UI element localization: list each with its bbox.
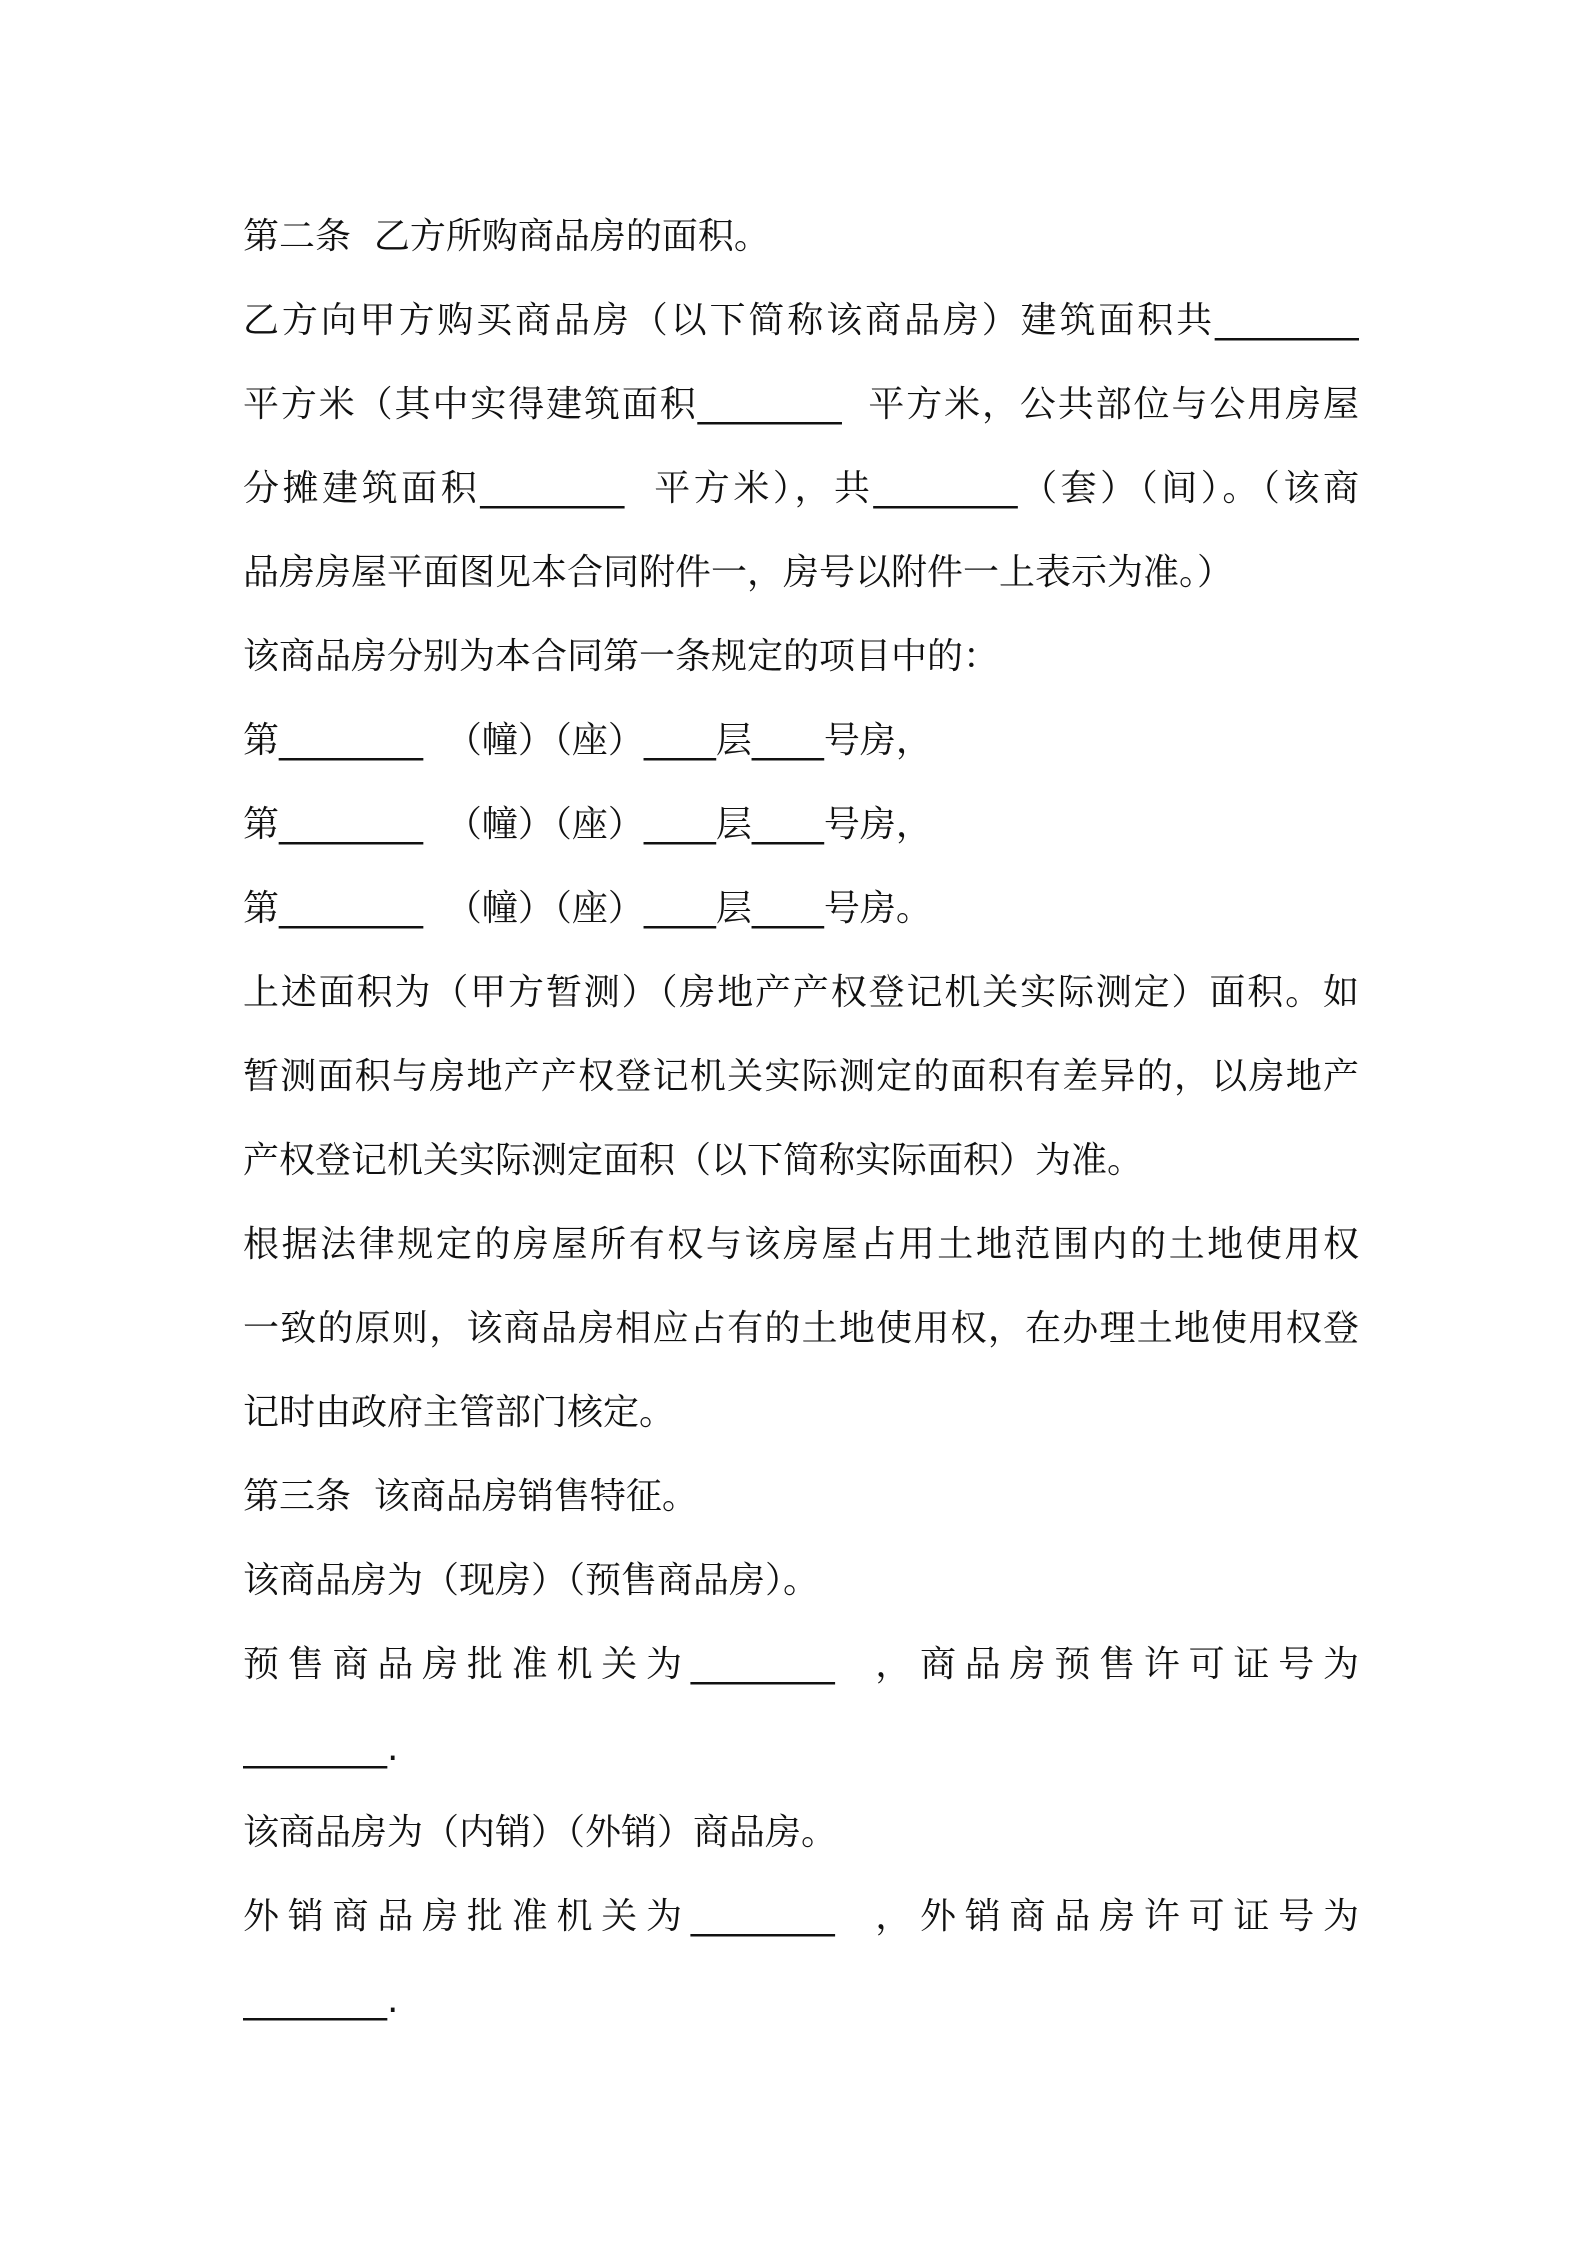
contract-body	[243, 195, 1359, 2043]
paragraph-line: 该商品房分别为本合同第一条规定的项目中的：	[243, 636, 1000, 677]
article-2-heading: 第二条 乙方所购商品房的面积。	[243, 216, 770, 257]
paragraph-line: ________.	[243, 1728, 399, 1769]
paragraph-line: 记时由政府主管部门核定。	[243, 1392, 676, 1433]
paragraph-line: 外销商品房批准机关为________ ，外销商品房许可证号为	[243, 1896, 1359, 1937]
paragraph-line: 乙方向甲方购买商品房（以下简称该商品房）建筑面积共________	[243, 300, 1359, 341]
paragraph-line: 产权登记机关实际测定面积（以下简称实际面积）为准。	[243, 1140, 1144, 1181]
unit-line: 第________ （幢）（座）____层____号房，	[243, 720, 932, 761]
paragraph-line: 分摊建筑面积________ 平方米），共________（套）（间）。（该商	[243, 468, 1359, 509]
paragraph-line: 上述面积为（甲方暂测）（房地产产权登记机关实际测定）面积。如	[243, 972, 1359, 1013]
unit-line: 第________ （幢）（座）____层____号房。	[243, 888, 932, 929]
paragraph-line: ________.	[243, 1980, 399, 2021]
paragraph-line: 一致的原则，该商品房相应占有的土地使用权，在办理土地使用权登	[243, 1308, 1359, 1349]
paragraph-line: 根据法律规定的房屋所有权与该房屋占用土地范围内的土地使用权	[243, 1224, 1359, 1265]
paragraph-line: 平方米（其中实得建筑面积________ 平方米，公共部位与公用房屋	[243, 384, 1359, 425]
paragraph-line: 该商品房为（现房）（预售商品房）。	[243, 1560, 820, 1601]
paragraph-line: 品房房屋平面图见本合同附件一，房号以附件一上表示为准。）	[243, 552, 1234, 593]
paragraph-line: 该商品房为（内销）（外销）商品房。	[243, 1812, 838, 1853]
paragraph-line: 预售商品房批准机关为________ ，商品房预售许可证号为	[243, 1644, 1359, 1685]
unit-line: 第________ （幢）（座）____层____号房，	[243, 804, 932, 845]
article-3-heading: 第三条 该商品房销售特征。	[243, 1476, 698, 1517]
paragraph-line: 暂测面积与房地产产权登记机关实际测定的面积有差异的，以房地产	[243, 1056, 1359, 1097]
